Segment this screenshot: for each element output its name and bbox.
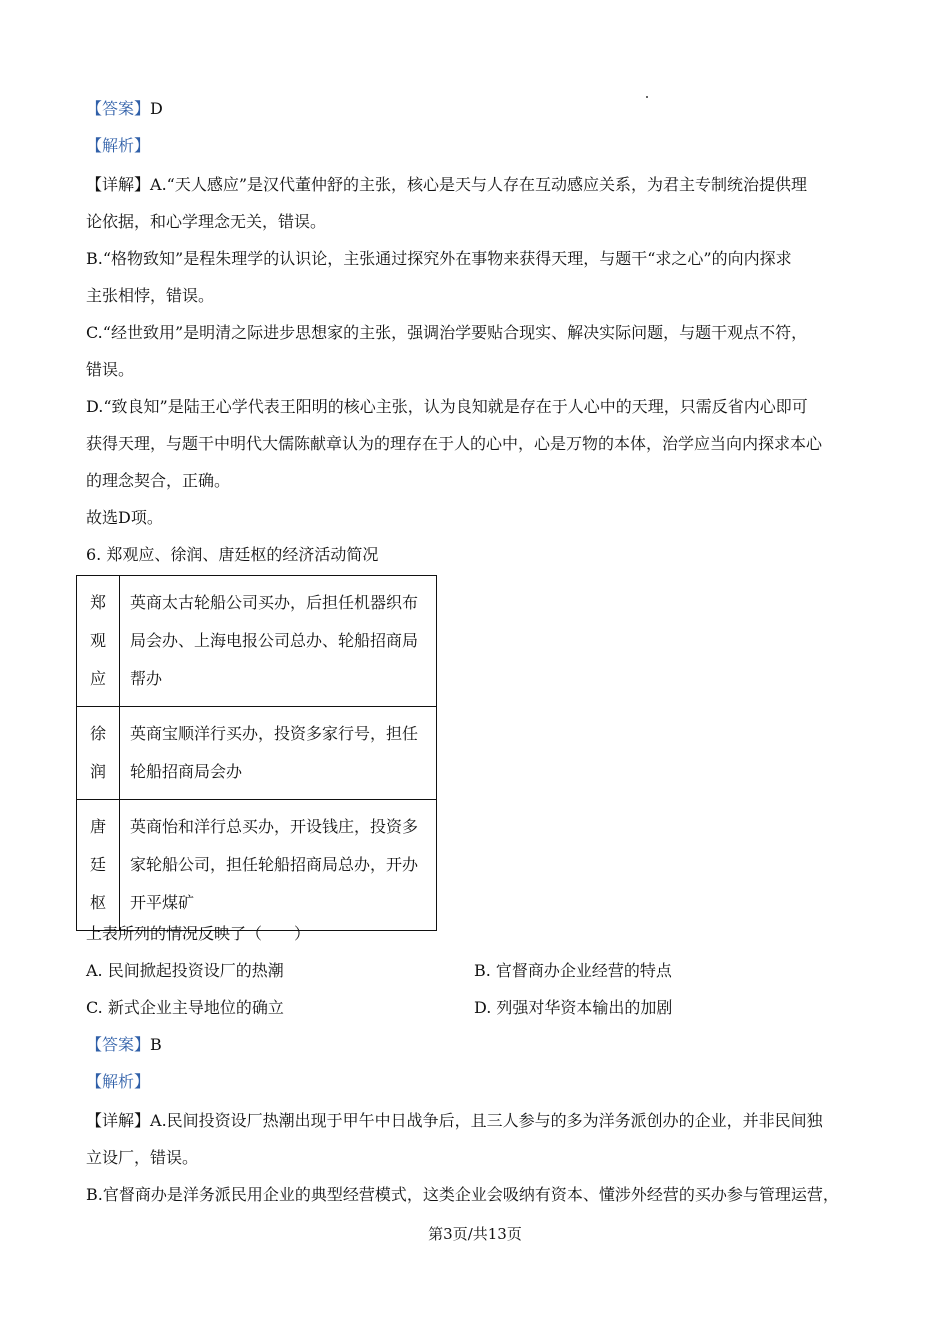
stray-mark — [646, 96, 648, 98]
detail-line: 【详解】A.民间投资设厂热潮出现于甲午中日战争后，且三人参与的多为洋务派创办的企业，并非民间独 — [86, 1111, 823, 1130]
detail-line: 故选D项。 — [86, 508, 163, 527]
detail-line: B.“格物致知”是程朱理学的认识论，主张通过探究外在事物来获得天理，与题干“求之心”的向内探求 — [86, 249, 792, 268]
answer-tag: 【答案】 — [86, 99, 151, 118]
detail-line: 获得天理，与题干中明代大儒陈献章认为的理存在于人的心中，心是万物的本体，治学应当向内探求本心 — [86, 434, 823, 453]
detail-line: B.官督商办是洋务派民用企业的典型经营模式，这类企业会吸纳有资本、懂涉外经营的买办参与管理运营， — [86, 1185, 839, 1204]
table-row — [77, 707, 437, 800]
option-d[interactable]: D. 列强对华资本输出的加剧 — [474, 998, 673, 1017]
q6-detail — [86, 1102, 876, 1213]
q5-analysis-tag: 【解析】 — [86, 136, 151, 155]
activity-desc: 英商宝顺洋行买办，投资多家行号，担任 轮船招商局会办 — [120, 707, 437, 800]
q6-stem: 6. 郑观应、徐润、唐廷枢的经济活动简况 — [86, 545, 379, 564]
q6-answer-line — [86, 1033, 162, 1057]
option-a[interactable]: A. 民间掀起投资设厂的热潮 — [86, 961, 284, 980]
answer-tag: 【答案】 — [86, 1035, 151, 1054]
answer-value: B — [150, 1035, 162, 1054]
detail-tag: 【详解】 — [86, 175, 151, 194]
person-name: 郑 观 应 — [77, 576, 120, 707]
q5-answer-line — [86, 97, 163, 121]
detail-line: 主张相悖，错误。 — [86, 286, 215, 305]
table-row — [77, 800, 437, 931]
q6-question: 上表所列的情况反映了（ ） — [86, 924, 311, 943]
q5-detail — [86, 166, 876, 536]
detail-line: 立设厂，错误。 — [86, 1148, 199, 1167]
person-name: 唐 廷 枢 — [77, 800, 120, 931]
option-b[interactable]: B. 官督商办企业经营的特点 — [474, 961, 672, 980]
detail-line: 的理念契合，正确。 — [86, 471, 231, 490]
detail-line: 论依据，和心学理念无关，错误。 — [86, 212, 327, 231]
detail-line: D.“致良知”是陆王心学代表王阳明的核心主张，认为良知就是存在于人心中的天理，只需反省内心即可 — [86, 397, 808, 416]
activity-desc: 英商太古轮船公司买办，后担任机器织布 局会办、上海电报公司总办、轮船招商局 帮办 — [120, 576, 437, 707]
page-footer: 第3页/共13页 — [428, 1225, 522, 1243]
table-row — [77, 576, 437, 707]
detail-line: 【详解】A.“天人感应”是汉代董仲舒的主张，核心是天与人存在互动感应关系，为君主专制统治提供理 — [86, 175, 808, 194]
option-c[interactable]: C. 新式企业主导地位的确立 — [86, 998, 284, 1017]
detail-line: 错误。 — [86, 360, 135, 379]
person-name: 徐 润 — [77, 707, 120, 800]
answer-value: D — [150, 99, 163, 118]
activity-table — [76, 575, 437, 931]
detail-line: C.“经世致用”是明清之际进步思想家的主张，强调治学要贴合现实、解决实际问题，与题干观点不符， — [86, 323, 808, 342]
activity-desc: 英商怡和洋行总买办，开设钱庄，投资多 家轮船公司，担任轮船招商局总办，开办 开平煤矿 — [120, 800, 437, 931]
detail-tag: 【详解】 — [86, 1111, 151, 1130]
q6-analysis-tag: 【解析】 — [86, 1072, 151, 1091]
